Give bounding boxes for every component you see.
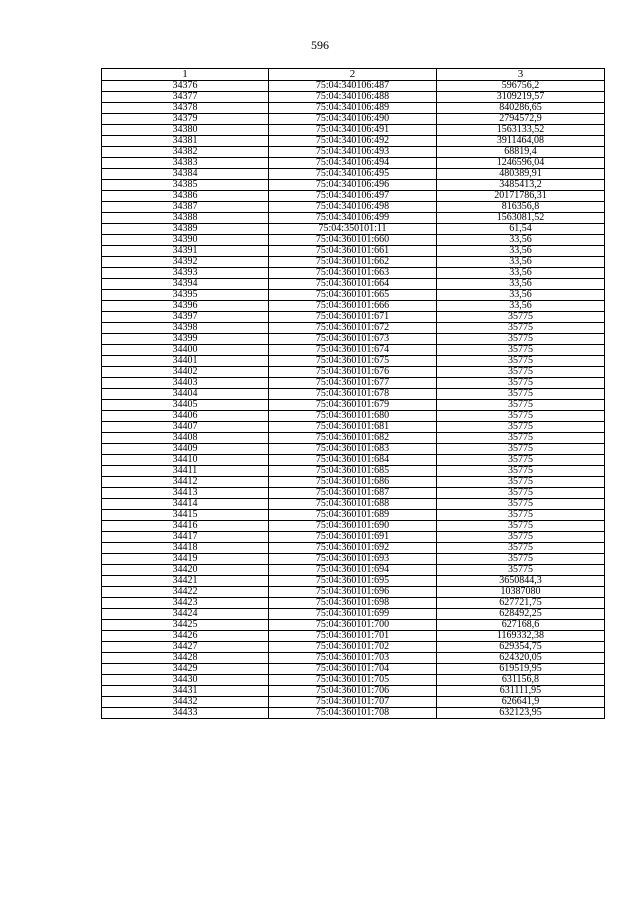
table-row [102,268,605,279]
cadastral-number-cell: 75:04:340106:493 [269,147,437,158]
table-row [102,620,605,631]
table-row [102,477,605,488]
cadastral-number-cell: 75:04:360101:700 [269,620,437,631]
value-cell: 35775 [437,312,605,323]
cadastral-number-cell: 75:04:360101:698 [269,598,437,609]
cadastral-number-cell: 75:04:360101:707 [269,697,437,708]
cadastral-number-cell: 75:04:360101:693 [269,554,437,565]
table-row [102,686,605,697]
row-number-cell: 34388 [102,213,269,224]
row-number-cell: 34404 [102,389,269,400]
row-number-cell: 34401 [102,356,269,367]
cadastral-number-cell: 75:04:360101:674 [269,345,437,356]
table-row [102,708,605,719]
cadastral-number-cell: 75:04:360101:665 [269,290,437,301]
value-cell: 840286,65 [437,103,605,114]
table-row [102,92,605,103]
column-header: 3 [437,69,605,81]
cadastral-number-cell: 75:04:360101:682 [269,433,437,444]
cadastral-number-cell: 75:04:360101:666 [269,301,437,312]
row-number-cell: 34391 [102,246,269,257]
cadastral-number-cell: 75:04:340106:488 [269,92,437,103]
value-cell: 35775 [437,356,605,367]
row-number-cell: 34424 [102,609,269,620]
table-row [102,367,605,378]
table-row [102,224,605,235]
cadastral-number-cell: 75:04:360101:704 [269,664,437,675]
value-cell: 35775 [437,323,605,334]
data-table [101,68,605,719]
table-row [102,499,605,510]
cadastral-number-cell: 75:04:340106:499 [269,213,437,224]
cadastral-number-cell: 75:04:360101:695 [269,576,437,587]
table-row [102,455,605,466]
value-cell: 35775 [437,521,605,532]
value-cell: 35775 [437,444,605,455]
value-cell: 1246596,04 [437,158,605,169]
row-number-cell: 34385 [102,180,269,191]
table-row [102,334,605,345]
table-row [102,488,605,499]
value-cell: 35775 [437,565,605,576]
table-row [102,356,605,367]
cadastral-number-cell: 75:04:360101:677 [269,378,437,389]
value-cell: 631111,95 [437,686,605,697]
cadastral-number-cell: 75:04:360101:664 [269,279,437,290]
row-number-cell: 34427 [102,642,269,653]
cadastral-number-cell: 75:04:360101:675 [269,356,437,367]
cadastral-number-cell: 75:04:340106:490 [269,114,437,125]
row-number-cell: 34426 [102,631,269,642]
cadastral-number-cell: 75:04:360101:687 [269,488,437,499]
cadastral-number-cell: 75:04:360101:681 [269,422,437,433]
cadastral-number-cell: 75:04:360101:705 [269,675,437,686]
value-cell: 627168,6 [437,620,605,631]
row-number-cell: 34415 [102,510,269,521]
value-cell: 2794572,9 [437,114,605,125]
row-number-cell: 34432 [102,697,269,708]
row-number-cell: 34423 [102,598,269,609]
row-number-cell: 34416 [102,521,269,532]
value-cell: 1563133,52 [437,125,605,136]
table-row [102,213,605,224]
table-row [102,103,605,114]
row-number-cell: 34376 [102,81,269,92]
table-row [102,422,605,433]
value-cell: 33,56 [437,257,605,268]
row-number-cell: 34397 [102,312,269,323]
value-cell: 10387080 [437,587,605,598]
table-row [102,147,605,158]
table-row [102,532,605,543]
table-row [102,433,605,444]
cadastral-number-cell: 75:04:360101:660 [269,235,437,246]
value-cell: 35775 [437,455,605,466]
cadastral-number-cell: 75:04:360101:696 [269,587,437,598]
value-cell: 626641,9 [437,697,605,708]
row-number-cell: 34413 [102,488,269,499]
value-cell: 816356,8 [437,202,605,213]
cadastral-number-cell: 75:04:340106:497 [269,191,437,202]
value-cell: 1169332,38 [437,631,605,642]
table-row [102,279,605,290]
row-number-cell: 34398 [102,323,269,334]
cadastral-number-cell: 75:04:360101:701 [269,631,437,642]
cadastral-number-cell: 75:04:340106:496 [269,180,437,191]
table-row [102,246,605,257]
row-number-cell: 34400 [102,345,269,356]
row-number-cell: 34408 [102,433,269,444]
cadastral-number-cell: 75:04:360101:692 [269,543,437,554]
row-number-cell: 34430 [102,675,269,686]
header-row [102,69,605,81]
table-row [102,301,605,312]
cadastral-number-cell: 75:04:360101:689 [269,510,437,521]
value-cell: 61,54 [437,224,605,235]
row-number-cell: 34422 [102,587,269,598]
value-cell: 624320,05 [437,653,605,664]
table-row [102,631,605,642]
row-number-cell: 34377 [102,92,269,103]
table-row [102,312,605,323]
cadastral-number-cell: 75:04:340106:491 [269,125,437,136]
table-row [102,554,605,565]
cadastral-number-cell: 75:04:360101:691 [269,532,437,543]
column-header: 1 [102,69,269,81]
row-number-cell: 34379 [102,114,269,125]
table-row [102,697,605,708]
cadastral-number-cell: 75:04:360101:702 [269,642,437,653]
cadastral-number-cell: 75:04:340106:495 [269,169,437,180]
value-cell: 632123,95 [437,708,605,719]
cadastral-number-cell: 75:04:360101:676 [269,367,437,378]
cadastral-number-cell: 75:04:360101:678 [269,389,437,400]
cadastral-number-cell: 75:04:340106:498 [269,202,437,213]
value-cell: 35775 [437,554,605,565]
table-row [102,136,605,147]
row-number-cell: 34414 [102,499,269,510]
row-number-cell: 34383 [102,158,269,169]
row-number-cell: 34390 [102,235,269,246]
value-cell: 35775 [437,466,605,477]
value-cell: 1563081,52 [437,213,605,224]
page-number: 596 [311,38,329,52]
cadastral-number-cell: 75:04:360101:688 [269,499,437,510]
row-number-cell: 34428 [102,653,269,664]
table-row [102,675,605,686]
value-cell: 35775 [437,400,605,411]
row-number-cell: 34389 [102,224,269,235]
row-number-cell: 34418 [102,543,269,554]
table-row [102,587,605,598]
row-number-cell: 34417 [102,532,269,543]
table-row [102,180,605,191]
value-cell: 20171786,31 [437,191,605,202]
cadastral-number-cell: 75:04:360101:683 [269,444,437,455]
row-number-cell: 34406 [102,411,269,422]
row-number-cell: 34429 [102,664,269,675]
cadastral-number-cell: 75:04:360101:663 [269,268,437,279]
row-number-cell: 34411 [102,466,269,477]
table-row [102,411,605,422]
row-number-cell: 34381 [102,136,269,147]
value-cell: 3650844,3 [437,576,605,587]
table-row [102,125,605,136]
value-cell: 35775 [437,345,605,356]
table-row [102,158,605,169]
row-number-cell: 34395 [102,290,269,301]
value-cell: 35775 [437,389,605,400]
cadastral-number-cell: 75:04:360101:672 [269,323,437,334]
value-cell: 35775 [437,488,605,499]
row-number-cell: 34409 [102,444,269,455]
table-row [102,444,605,455]
cadastral-number-cell: 75:04:360101:680 [269,411,437,422]
value-cell: 33,56 [437,301,605,312]
cadastral-number-cell: 75:04:350101:11 [269,224,437,235]
row-number-cell: 34425 [102,620,269,631]
value-cell: 68819,4 [437,147,605,158]
cadastral-number-cell: 75:04:360101:706 [269,686,437,697]
value-cell: 3109219,57 [437,92,605,103]
row-number-cell: 34419 [102,554,269,565]
table-row [102,169,605,180]
row-number-cell: 34384 [102,169,269,180]
value-cell: 33,56 [437,246,605,257]
cadastral-number-cell: 75:04:360101:694 [269,565,437,576]
row-number-cell: 34433 [102,708,269,719]
table-row [102,81,605,92]
table-row [102,653,605,664]
value-cell: 35775 [437,378,605,389]
value-cell: 35775 [437,367,605,378]
value-cell: 480389,91 [437,169,605,180]
cadastral-number-cell: 75:04:340106:487 [269,81,437,92]
value-cell: 35775 [437,477,605,488]
cadastral-number-cell: 75:04:360101:685 [269,466,437,477]
value-cell: 35775 [437,532,605,543]
value-cell: 629354,75 [437,642,605,653]
value-cell: 631156,8 [437,675,605,686]
row-number-cell: 34405 [102,400,269,411]
row-number-cell: 34382 [102,147,269,158]
row-number-cell: 34407 [102,422,269,433]
row-number-cell: 34420 [102,565,269,576]
value-cell: 35775 [437,499,605,510]
value-cell: 627721,75 [437,598,605,609]
value-cell: 596756,2 [437,81,605,92]
table-row [102,114,605,125]
table-header [102,69,605,81]
cadastral-number-cell: 75:04:360101:703 [269,653,437,664]
row-number-cell: 34396 [102,301,269,312]
value-cell: 33,56 [437,290,605,301]
row-number-cell: 34431 [102,686,269,697]
cadastral-number-cell: 75:04:360101:673 [269,334,437,345]
table-row [102,400,605,411]
value-cell: 35775 [437,422,605,433]
cadastral-number-cell: 75:04:360101:662 [269,257,437,268]
row-number-cell: 34386 [102,191,269,202]
cadastral-number-cell: 75:04:360101:661 [269,246,437,257]
row-number-cell: 34399 [102,334,269,345]
row-number-cell: 34403 [102,378,269,389]
cadastral-number-cell: 75:04:360101:699 [269,609,437,620]
table-row [102,235,605,246]
row-number-cell: 34421 [102,576,269,587]
value-cell: 35775 [437,411,605,422]
cadastral-number-cell: 75:04:360101:690 [269,521,437,532]
row-number-cell: 34394 [102,279,269,290]
table-row [102,290,605,301]
table-row [102,202,605,213]
row-number-cell: 34402 [102,367,269,378]
row-number-cell: 34393 [102,268,269,279]
table-row [102,664,605,675]
table-row [102,257,605,268]
value-cell: 33,56 [437,235,605,246]
table-row [102,345,605,356]
table-body [102,81,605,719]
table-row [102,642,605,653]
table-row [102,521,605,532]
cadastral-number-cell: 75:04:360101:679 [269,400,437,411]
cadastral-number-cell: 75:04:340106:489 [269,103,437,114]
value-cell: 35775 [437,433,605,444]
row-number-cell: 34387 [102,202,269,213]
table-row [102,323,605,334]
value-cell: 3485413,2 [437,180,605,191]
cadastral-number-cell: 75:04:360101:684 [269,455,437,466]
value-cell: 3911464,08 [437,136,605,147]
table-row [102,510,605,521]
cadastral-number-cell: 75:04:360101:708 [269,708,437,719]
table-row [102,191,605,202]
table-row [102,598,605,609]
value-cell: 33,56 [437,279,605,290]
value-cell: 35775 [437,543,605,554]
value-cell: 628492,25 [437,609,605,620]
table-row [102,543,605,554]
value-cell: 35775 [437,334,605,345]
row-number-cell: 34410 [102,455,269,466]
row-number-cell: 34380 [102,125,269,136]
table-row [102,389,605,400]
column-header: 2 [269,69,437,81]
cadastral-number-cell: 75:04:360101:671 [269,312,437,323]
row-number-cell: 34412 [102,477,269,488]
cadastral-number-cell: 75:04:340106:492 [269,136,437,147]
row-number-cell: 34392 [102,257,269,268]
cadastral-number-cell: 75:04:340106:494 [269,158,437,169]
table-row [102,565,605,576]
table-row [102,609,605,620]
table-row [102,576,605,587]
row-number-cell: 34378 [102,103,269,114]
table-row [102,466,605,477]
cadastral-number-cell: 75:04:360101:686 [269,477,437,488]
value-cell: 619519,95 [437,664,605,675]
table-row [102,378,605,389]
value-cell: 35775 [437,510,605,521]
value-cell: 33,56 [437,268,605,279]
